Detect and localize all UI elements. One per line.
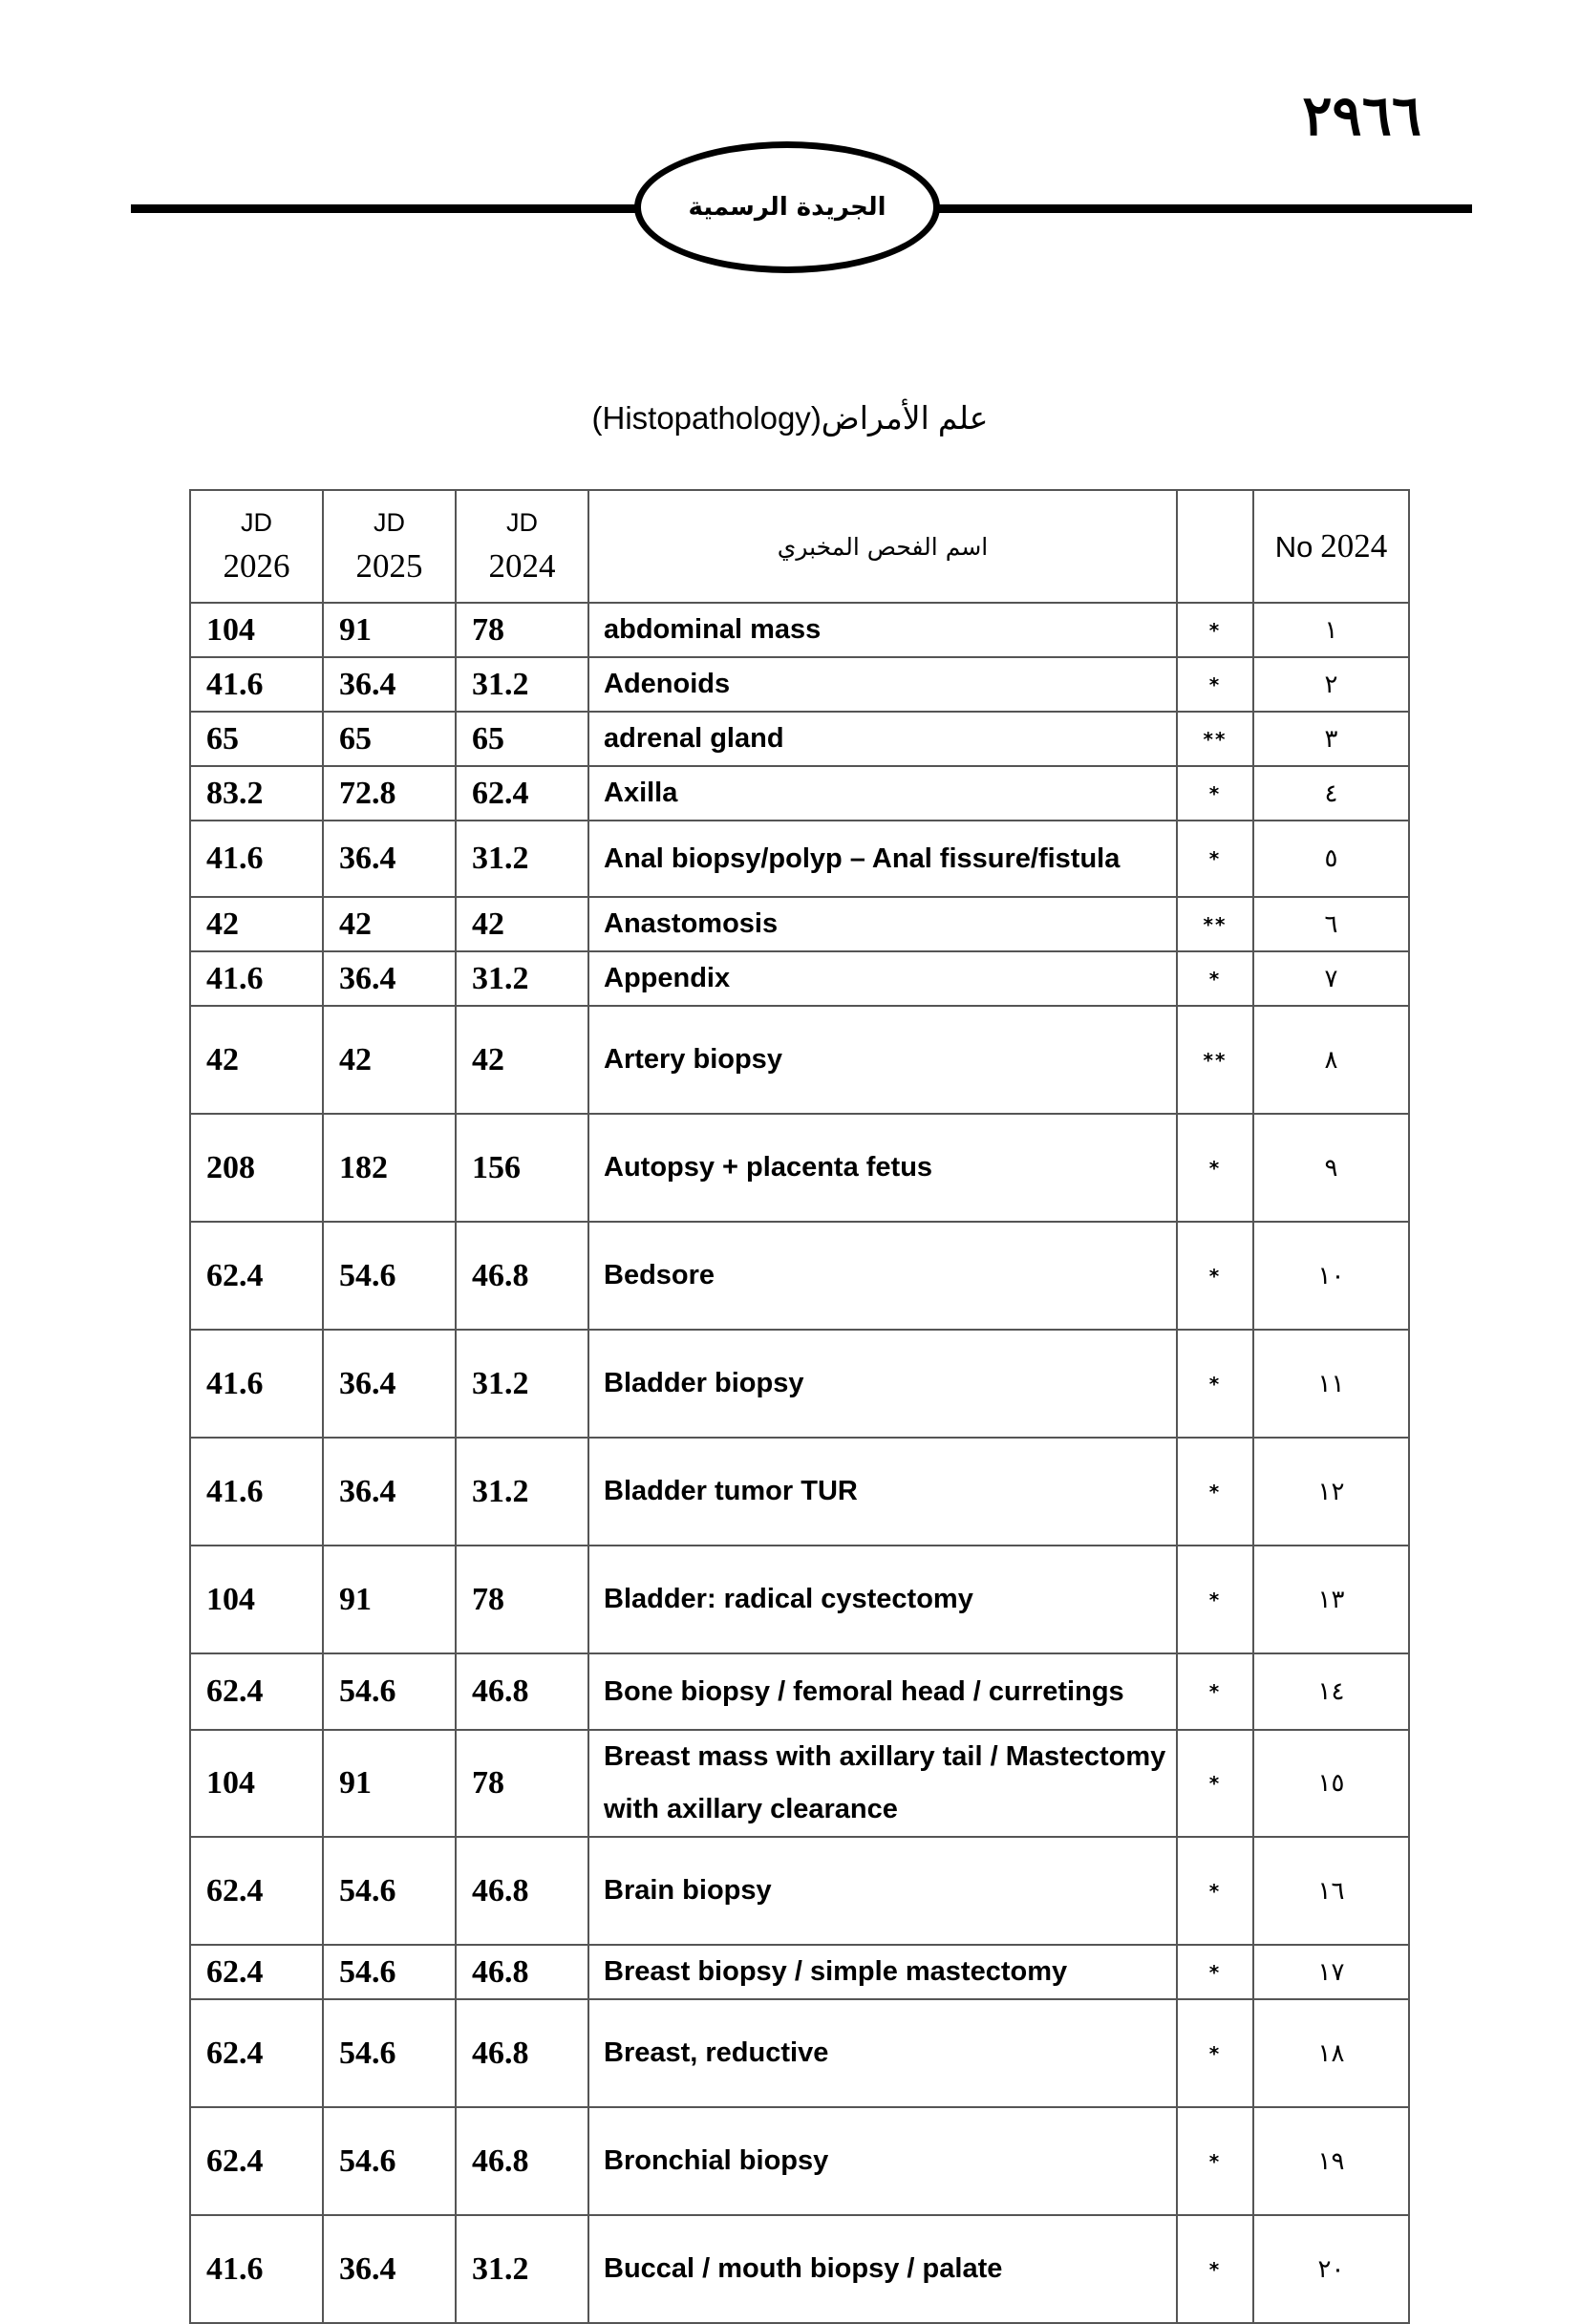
price-2025-cell: 42 xyxy=(323,897,456,951)
test-name-cell: Axilla xyxy=(588,766,1177,821)
price-2024-cell: 46.8 xyxy=(456,1999,588,2107)
row-number-cell: ١٥ xyxy=(1253,1730,1409,1837)
price-2026-cell: 104 xyxy=(190,603,323,657)
price-2025-cell: 91 xyxy=(323,1730,456,1837)
row-number-cell: ١٠ xyxy=(1253,1222,1409,1330)
row-number-cell: ١٣ xyxy=(1253,1546,1409,1653)
price-2024-cell: 31.2 xyxy=(456,1438,588,1546)
price-2024-cell: 42 xyxy=(456,1006,588,1114)
section-title: علم الأمراض(Histopathology) xyxy=(591,400,989,436)
test-name-cell: Autopsy + placenta fetus xyxy=(588,1114,1177,1222)
mark-cell: * xyxy=(1177,1330,1253,1438)
price-2024-cell: 31.2 xyxy=(456,2215,588,2323)
row-number-cell: ٦ xyxy=(1253,897,1409,951)
row-number-cell: ٢ xyxy=(1253,657,1409,712)
mark-cell: * xyxy=(1177,657,1253,712)
price-2024-cell: 78 xyxy=(456,1730,588,1837)
table-row xyxy=(190,1730,1409,1837)
price-2026-cell: 41.6 xyxy=(190,657,323,712)
row-number-cell: ٨ xyxy=(1253,1006,1409,1114)
row-number-cell: ١٢ xyxy=(1253,1438,1409,1546)
price-2024-cell: 31.2 xyxy=(456,657,588,712)
row-number-cell: ١٤ xyxy=(1253,1653,1409,1730)
table-row xyxy=(190,2215,1409,2323)
test-name-cell: Bladder biopsy xyxy=(588,1330,1177,1438)
table-row xyxy=(190,1330,1409,1438)
price-2024-cell: 46.8 xyxy=(456,1653,588,1730)
price-2026-cell: 104 xyxy=(190,1730,323,1837)
price-2026-cell: 62.4 xyxy=(190,1653,323,1730)
row-number-cell: ١٧ xyxy=(1253,1945,1409,1999)
price-2026-cell: 41.6 xyxy=(190,1330,323,1438)
price-2025-cell: 36.4 xyxy=(323,1438,456,1546)
test-name-cell: Bedsore xyxy=(588,1222,1177,1330)
table-row xyxy=(190,1114,1409,1222)
mark-cell: * xyxy=(1177,1222,1253,1330)
row-number-cell: ٢٠ xyxy=(1253,2215,1409,2323)
col-header-2025: JD 2025 xyxy=(323,490,456,603)
price-2024-cell: 62.4 xyxy=(456,766,588,821)
col-header-2024: JD 2024 xyxy=(456,490,588,603)
mark-cell: * xyxy=(1177,1438,1253,1546)
price-2026-cell: 62.4 xyxy=(190,1945,323,1999)
row-number-cell: ٤ xyxy=(1253,766,1409,821)
price-2024-cell: 78 xyxy=(456,1546,588,1653)
price-2024-cell: 42 xyxy=(456,897,588,951)
table-row xyxy=(190,1999,1409,2107)
price-2025-cell: 36.4 xyxy=(323,657,456,712)
price-2025-cell: 36.4 xyxy=(323,2215,456,2323)
mark-cell: ** xyxy=(1177,712,1253,766)
price-2026-cell: 104 xyxy=(190,1546,323,1653)
row-number-cell: ٧ xyxy=(1253,951,1409,1006)
price-2025-cell: 54.6 xyxy=(323,1653,456,1730)
price-2024-cell: 78 xyxy=(456,603,588,657)
test-name-cell: Bladder tumor TUR xyxy=(588,1438,1177,1546)
table-row xyxy=(190,1837,1409,1945)
table-row xyxy=(190,2107,1409,2215)
table-row xyxy=(190,712,1409,766)
mark-cell: * xyxy=(1177,766,1253,821)
col-header-mark xyxy=(1177,490,1253,603)
price-2026-cell: 83.2 xyxy=(190,766,323,821)
table-row xyxy=(190,1945,1409,1999)
test-name-cell: Bronchial biopsy xyxy=(588,2107,1177,2215)
price-2024-cell: 65 xyxy=(456,712,588,766)
price-2024-cell: 46.8 xyxy=(456,1222,588,1330)
mark-cell: ** xyxy=(1177,1006,1253,1114)
mark-cell: * xyxy=(1177,821,1253,897)
col-header-2026: JD 2026 xyxy=(190,490,323,603)
test-name-cell: abdominal mass xyxy=(588,603,1177,657)
price-2026-cell: 42 xyxy=(190,897,323,951)
price-2025-cell: 36.4 xyxy=(323,951,456,1006)
price-2025-cell: 54.6 xyxy=(323,1222,456,1330)
row-number-cell: ٩ xyxy=(1253,1114,1409,1222)
table-header-row xyxy=(190,490,1409,603)
price-2024-cell: 31.2 xyxy=(456,951,588,1006)
price-2025-cell: 91 xyxy=(323,603,456,657)
table-row xyxy=(190,1438,1409,1546)
mark-cell: * xyxy=(1177,1546,1253,1653)
mark-cell: ** xyxy=(1177,897,1253,951)
col-header-number: No 2024 xyxy=(1253,490,1409,603)
gazette-title: الجريدة الرسمية xyxy=(688,193,886,222)
price-2025-cell: 36.4 xyxy=(323,1330,456,1438)
test-name-cell: Brain biopsy xyxy=(588,1837,1177,1945)
gazette-title-oval xyxy=(634,141,940,273)
mark-cell: * xyxy=(1177,1945,1253,1999)
mark-cell: * xyxy=(1177,2107,1253,2215)
row-number-cell: ١١ xyxy=(1253,1330,1409,1438)
price-2025-cell: 182 xyxy=(323,1114,456,1222)
mark-cell: * xyxy=(1177,1653,1253,1730)
row-number-cell: ١٦ xyxy=(1253,1837,1409,1945)
table-row xyxy=(190,897,1409,951)
price-2026-cell: 41.6 xyxy=(190,821,323,897)
price-2025-cell: 72.8 xyxy=(323,766,456,821)
price-2026-cell: 42 xyxy=(190,1006,323,1114)
table-row xyxy=(190,766,1409,821)
fee-table xyxy=(189,489,1410,2324)
table-row xyxy=(190,1006,1409,1114)
price-2026-cell: 65 xyxy=(190,712,323,766)
price-2025-cell: 36.4 xyxy=(323,821,456,897)
table-row xyxy=(190,1546,1409,1653)
price-2024-cell: 156 xyxy=(456,1114,588,1222)
table-row xyxy=(190,821,1409,897)
test-name-cell: adrenal gland xyxy=(588,712,1177,766)
col-header-test-name: اسم الفحص المخبري xyxy=(588,490,1177,603)
test-name-cell: Artery biopsy xyxy=(588,1006,1177,1114)
price-2025-cell: 91 xyxy=(323,1546,456,1653)
table-row xyxy=(190,657,1409,712)
mark-cell: * xyxy=(1177,1114,1253,1222)
price-2024-cell: 31.2 xyxy=(456,821,588,897)
price-2026-cell: 62.4 xyxy=(190,1222,323,1330)
price-2025-cell: 54.6 xyxy=(323,1837,456,1945)
price-2024-cell: 46.8 xyxy=(456,1945,588,1999)
price-2026-cell: 41.6 xyxy=(190,951,323,1006)
price-2024-cell: 31.2 xyxy=(456,1330,588,1438)
table-row xyxy=(190,951,1409,1006)
test-name-cell: Anastomosis xyxy=(588,897,1177,951)
price-2026-cell: 208 xyxy=(190,1114,323,1222)
row-number-cell: ١٨ xyxy=(1253,1999,1409,2107)
price-2025-cell: 42 xyxy=(323,1006,456,1114)
price-2024-cell: 46.8 xyxy=(456,2107,588,2215)
price-2026-cell: 62.4 xyxy=(190,2107,323,2215)
row-number-cell: ٥ xyxy=(1253,821,1409,897)
price-2026-cell: 41.6 xyxy=(190,2215,323,2323)
test-name-cell: Breast mass with axillary tail / Mastectomy with axillary clearance xyxy=(588,1730,1177,1837)
table-row xyxy=(190,603,1409,657)
test-name-cell: Anal biopsy/polyp – Anal fissure/fistula xyxy=(588,821,1177,897)
row-number-cell: ١ xyxy=(1253,603,1409,657)
mark-cell: * xyxy=(1177,2215,1253,2323)
price-2024-cell: 46.8 xyxy=(456,1837,588,1945)
mark-cell: * xyxy=(1177,603,1253,657)
test-name-cell: Breast biopsy / simple mastectomy xyxy=(588,1945,1177,1999)
mark-cell: * xyxy=(1177,1837,1253,1945)
mark-cell: * xyxy=(1177,1730,1253,1837)
mark-cell: * xyxy=(1177,1999,1253,2107)
price-2026-cell: 62.4 xyxy=(190,1999,323,2107)
price-2026-cell: 41.6 xyxy=(190,1438,323,1546)
test-name-cell: Buccal / mouth biopsy / palate xyxy=(588,2215,1177,2323)
test-name-cell: Bone biopsy / femoral head / curretings xyxy=(588,1653,1177,1730)
row-number-cell: ١٩ xyxy=(1253,2107,1409,2215)
price-2026-cell: 62.4 xyxy=(190,1837,323,1945)
test-name-cell: Appendix xyxy=(588,951,1177,1006)
table-row xyxy=(190,1222,1409,1330)
price-2025-cell: 54.6 xyxy=(323,1999,456,2107)
test-name-cell: Adenoids xyxy=(588,657,1177,712)
mark-cell: * xyxy=(1177,951,1253,1006)
row-number-cell: ٣ xyxy=(1253,712,1409,766)
test-name-cell: Breast, reductive xyxy=(588,1999,1177,2107)
page-number: ٢٩٦٦ xyxy=(1302,83,1421,148)
price-2025-cell: 65 xyxy=(323,712,456,766)
test-name-cell: Bladder: radical cystectomy xyxy=(588,1546,1177,1653)
price-2025-cell: 54.6 xyxy=(323,2107,456,2215)
table-row xyxy=(190,1653,1409,1730)
price-2025-cell: 54.6 xyxy=(323,1945,456,1999)
